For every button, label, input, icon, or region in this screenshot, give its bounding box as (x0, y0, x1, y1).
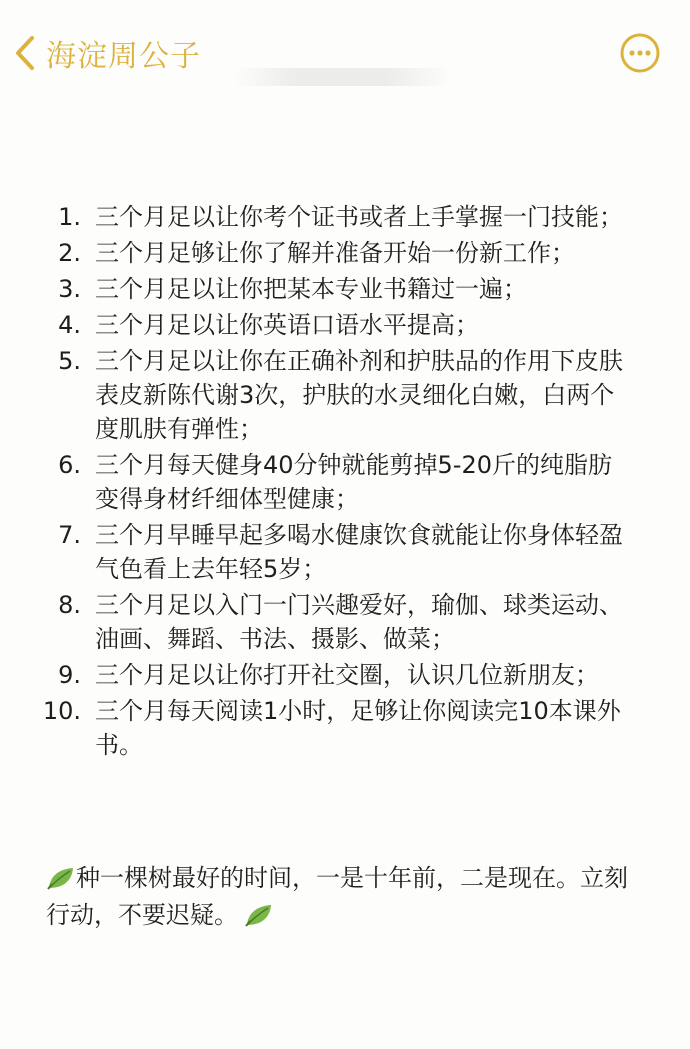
item-number: 10. (42, 697, 81, 725)
leaf-icon (244, 902, 274, 928)
item-number: 6. (58, 451, 81, 479)
list-item (0, 658, 690, 692)
item-number: 2. (58, 239, 81, 267)
item-number: 4. (58, 311, 81, 339)
top-bar (0, 0, 690, 110)
item-text: 三个月足以让你英语口语水平提高； (95, 311, 479, 339)
list-item (0, 236, 690, 270)
item-number: 9. (58, 661, 81, 689)
more-horizontal-icon (619, 32, 661, 74)
item-number: 5. (58, 347, 81, 375)
leaf-icon (46, 865, 76, 891)
account-name: 海淀周公子 (46, 39, 201, 74)
item-number: 7. (58, 521, 81, 549)
item-text: 三个月每天健身40分钟就能剪掉5-20斤的纯脂肪变得身材纤细体型健康； (95, 451, 613, 513)
list-item (0, 448, 690, 516)
item-number: 3. (58, 275, 81, 303)
chevron-left-icon (10, 31, 40, 75)
list-item (0, 694, 690, 762)
list-item (0, 344, 690, 446)
more-button[interactable] (619, 32, 661, 74)
item-text: 三个月足以让你考个证书或者上手掌握一门技能； (95, 203, 623, 231)
closing-text: 种一棵树最好的时间，一是十年前，二是现在。立刻行动，不要迟疑。 (46, 864, 628, 929)
list-item (0, 308, 690, 342)
back-button[interactable] (10, 27, 210, 79)
faded-watermark (232, 68, 452, 86)
item-text: 三个月足以让你打开社交圈，认识几位新朋友； (95, 661, 599, 689)
list-item (0, 588, 690, 656)
item-text: 三个月足以让你在正确补剂和护肤品的作用下皮肤表皮新陈代谢3次，护肤的水灵细化白嫩，白两个度肌肤有弹性； (95, 347, 623, 443)
item-text: 三个月足以让你把某本专业书籍过一遍； (95, 275, 527, 303)
item-text: 三个月足够让你了解并准备开始一份新工作； (95, 239, 575, 267)
list-item (0, 272, 690, 306)
item-text: 三个月足以入门一门兴趣爱好，瑜伽、球类运动、油画、舞蹈、书法、摄影、做菜； (95, 591, 623, 653)
closing-paragraph (46, 860, 646, 934)
tips-list (0, 200, 690, 764)
item-number: 8. (58, 591, 81, 619)
list-item (0, 518, 690, 586)
list-item (0, 200, 690, 234)
item-number: 1. (58, 203, 81, 231)
item-text: 三个月每天阅读1小时，足够让你阅读完10本课外书。 (95, 697, 621, 759)
item-text: 三个月早睡早起多喝水健康饮食就能让你身体轻盈气色看上去年轻5岁； (95, 521, 623, 583)
